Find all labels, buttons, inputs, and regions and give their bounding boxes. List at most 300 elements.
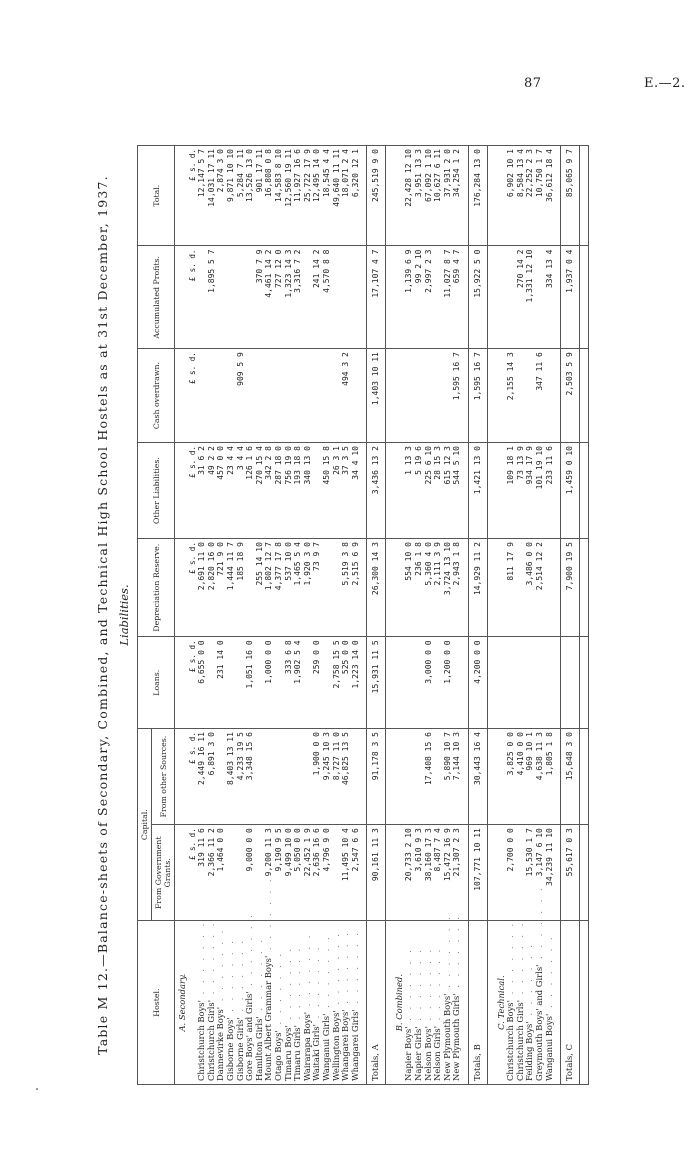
- value-cell-loans: [525, 637, 535, 729]
- value-cell-total: 12,560 19 11: [284, 146, 294, 247]
- value-cell-total: 49,640 11 11: [332, 146, 342, 247]
- value-cell-dep: 2,515 6 9: [351, 539, 361, 637]
- value-cell-acc: 4,570 8 8: [322, 246, 332, 349]
- table-bottom-rule: [586, 146, 589, 1085]
- empty-cell: [494, 539, 507, 637]
- header-other-liabilities: Other Liabilities.: [138, 443, 175, 539]
- empty-cell: [586, 637, 589, 729]
- empty-cell: [586, 146, 589, 247]
- value-cell-gov: 15,530 1 7: [525, 825, 535, 921]
- value-cell-acc: 2,997 2 3: [424, 246, 434, 349]
- totals-row: [561, 146, 580, 1085]
- leader-dots: . . . . . . .: [196, 920, 207, 1001]
- value-cell-cash: [351, 349, 361, 443]
- value-cell-other: 17,408 15 6: [424, 729, 434, 825]
- value-cell-dep: 2,691 11 0: [197, 539, 207, 637]
- value-cell-acc: 270 14 2: [516, 246, 526, 349]
- value-cell-oth_liab: 3 4 4: [236, 443, 246, 539]
- value-cell-oth_liab: 126 1 6: [245, 443, 255, 539]
- value-cell-gov: 1,464 0 0: [216, 825, 226, 921]
- value-cell-other: [303, 729, 313, 825]
- total-cell-acc: 1,937 0 4: [561, 246, 580, 349]
- value-cell-cash: [545, 349, 555, 443]
- hostel-name-text: Gisborne Girls': [234, 1017, 245, 1081]
- value-cell-oth_liab: 340 13 0: [303, 443, 313, 539]
- leader-dots: . . . . . . .: [244, 912, 255, 992]
- header-depreciation: Depreciation Reserve.: [138, 539, 175, 637]
- value-cell-oth_liab: 37 3 5: [341, 443, 351, 539]
- total-cell-total: 245,519 9 0: [367, 146, 386, 247]
- value-cell-gov: 9,000 0 0: [245, 825, 255, 921]
- value-cell-gov: 2,700 0 0: [506, 825, 516, 921]
- empty-cell: [586, 729, 589, 825]
- value-cell-acc: 1,139 6 9: [404, 246, 414, 349]
- value-cell-gov: 20,733 2 10: [404, 825, 414, 921]
- hostel-name-text: Napier Girls': [413, 1026, 424, 1081]
- empty-cell: [175, 637, 188, 729]
- hostel-name-text: Wairarapa Boys': [301, 1011, 312, 1081]
- value-cell-oth_liab: 73 13 9: [516, 443, 526, 539]
- hostel-name-text: Dannevirke Boys': [215, 1006, 226, 1081]
- value-cell-gov: 8,487 7 4: [433, 825, 443, 921]
- unit-cell: £ s. d.: [188, 246, 198, 349]
- empty-cell: [586, 443, 589, 539]
- value-cell-loans: 2,758 15 5: [332, 637, 342, 729]
- section-heading: C. Technical.: [494, 921, 507, 1085]
- section-heading-row: [175, 146, 188, 1085]
- value-cell-loans: [207, 637, 217, 729]
- value-cell-cash: [332, 349, 342, 443]
- value-cell-total: 6,902 10 1: [506, 146, 516, 247]
- value-cell-loans: 1,051 16 0: [245, 637, 255, 729]
- table-row: [274, 146, 284, 1085]
- value-cell-gov: [332, 825, 342, 921]
- totals-label: Totals, B: [469, 921, 488, 1085]
- value-cell-total: 16,808 0 8: [264, 146, 274, 247]
- value-cell-gov: 2,366 11 2: [207, 825, 217, 921]
- value-cell-other: 8,727 11 0: [332, 729, 342, 825]
- value-cell-other: [351, 729, 361, 825]
- value-cell-dep: 2,820 16 0: [207, 539, 217, 637]
- leader-dots: . . . . . . .: [403, 947, 414, 1027]
- value-cell-oth_liab: 225 6 10: [424, 443, 434, 539]
- value-cell-gov: 2,636 16 6: [312, 825, 322, 921]
- value-cell-acc: 370 7 9: [255, 246, 265, 349]
- total-cell-total: 176,284 13 0: [469, 146, 488, 247]
- section-heading-row: [392, 146, 405, 1085]
- table-row: [545, 146, 555, 1085]
- hostel-name-text: Waitaki Girls': [311, 1024, 322, 1081]
- leader-dots: . . . . . . .: [282, 945, 293, 1026]
- hostel-name-text: Napier Boys': [403, 1026, 414, 1081]
- total-cell-acc: 17,107 4 7: [367, 246, 386, 349]
- value-cell-cash: [516, 349, 526, 443]
- empty-cell: [392, 637, 405, 729]
- value-cell-cash: [303, 349, 313, 443]
- value-cell-other: [293, 729, 303, 825]
- value-cell-other: 6,891 3 0: [207, 729, 217, 825]
- value-cell-dep: 73 9 7: [312, 539, 322, 637]
- value-cell-other: 3,825 0 0: [506, 729, 516, 825]
- header-total: Total.: [138, 146, 175, 247]
- value-cell-loans: 1,902 5 4: [293, 637, 303, 729]
- hostel-name-text: Whangarei Boys': [340, 1009, 351, 1081]
- value-cell-oth_liab: 457 0 0: [216, 443, 226, 539]
- value-cell-other: 8,403 13 11: [226, 729, 236, 825]
- value-cell-cash: [312, 349, 322, 443]
- value-cell-cash: 909 5 9: [236, 349, 246, 443]
- value-cell-total: 22,428 12 10: [404, 146, 414, 247]
- total-cell-other: 30,443 16 4: [469, 729, 488, 825]
- header-loans: Loans.: [138, 637, 175, 729]
- value-cell-other: 9,245 10 3: [322, 729, 332, 825]
- value-cell-other: 1,805 1 8: [545, 729, 555, 825]
- value-cell-gov: 4,796 9 0: [322, 825, 332, 921]
- section-heading: B. Combined.: [392, 921, 405, 1085]
- value-cell-loans: [545, 637, 555, 729]
- empty-cell: [494, 729, 507, 825]
- value-cell-cash: [207, 349, 217, 443]
- hostel-name: [545, 921, 555, 1085]
- value-cell-total: 10,627 6 11: [433, 146, 443, 247]
- value-cell-cash: [433, 349, 443, 443]
- value-cell-dep: 2,111 3 9: [433, 539, 443, 637]
- empty-cell: [175, 146, 188, 247]
- value-cell-total: 37,931 2 0: [443, 146, 453, 247]
- total-cell-dep: 26,300 14 3: [367, 539, 386, 637]
- empty-cell: [392, 246, 405, 349]
- empty-cell: [494, 443, 507, 539]
- value-cell-cash: [525, 349, 535, 443]
- value-cell-total: 10,750 1 7: [535, 146, 545, 247]
- value-cell-other: 5,890 10 7: [443, 729, 453, 825]
- value-cell-other: [216, 729, 226, 825]
- value-cell-oth_liab: 31 6 2: [197, 443, 207, 539]
- value-cell-other: [404, 729, 414, 825]
- value-cell-dep: [245, 539, 255, 637]
- hostel-name-text: Christchurch Girls': [205, 999, 216, 1081]
- rotated-table-block: [95, 145, 685, 1085]
- value-cell-loans: 333 6 8: [284, 637, 294, 729]
- unit-cell: £ s. d.: [188, 349, 198, 443]
- header-hostel: Hostel.: [138, 921, 175, 1085]
- value-cell-dep: [516, 539, 526, 637]
- value-cell-oth_liab: [312, 443, 322, 539]
- value-cell-oth_liab: 756 19 0: [284, 443, 294, 539]
- leader-dots: . . . . . . .: [263, 876, 274, 956]
- value-cell-cash: [424, 349, 434, 443]
- leader-dots: . . . . . . .: [320, 934, 331, 1014]
- value-cell-oth_liab: 49 2 2: [207, 443, 217, 539]
- value-cell-acc: 4,461 14 2: [264, 246, 274, 349]
- leader-dots: . . . . . . .: [543, 934, 554, 1014]
- value-cell-dep: 1,802 12 7: [264, 539, 274, 637]
- value-cell-oth_liab: 101 19 10: [535, 443, 545, 539]
- value-cell-other: 7,144 10 3: [452, 729, 462, 825]
- leader-dots: . . . . . . .: [534, 885, 544, 965]
- value-cell-oth_liab: 5 19 6: [414, 443, 424, 539]
- value-cell-dep: 1,465 5 4: [293, 539, 303, 637]
- value-cell-dep: [332, 539, 342, 637]
- hostel-name-text: Wellington Boys': [330, 1010, 341, 1081]
- empty-cell: [175, 729, 188, 825]
- leader-dots: . . . . . . .: [253, 937, 264, 1017]
- value-cell-loans: 259 0 0: [312, 637, 322, 729]
- value-cell-gov: 21,307 2 3: [452, 825, 462, 921]
- value-cell-cash: [255, 349, 265, 443]
- total-cell-oth_liab: 1,459 0 10: [561, 443, 580, 539]
- value-cell-oth_liab: 544 5 10: [452, 443, 462, 539]
- value-cell-total: 22,252 2 3: [525, 146, 535, 247]
- page-reference: E.—2.: [644, 76, 686, 91]
- value-cell-dep: 236 1 8: [414, 539, 424, 637]
- value-cell-total: 13,526 13 0: [245, 146, 255, 247]
- value-cell-gov: 3,147 6 10: [535, 825, 545, 921]
- value-cell-total: 9,871 10 10: [226, 146, 236, 247]
- value-cell-loans: 525 0 0: [341, 637, 351, 729]
- value-cell-other: [255, 729, 265, 825]
- hostel-name-text: Feilding Boys': [524, 1021, 535, 1081]
- unit-cell: £ s. d.: [188, 729, 198, 825]
- value-cell-dep: 3,724 13 10: [443, 539, 453, 637]
- hostel-name: [351, 921, 361, 1085]
- leader-dots: . . . . . . .: [215, 927, 226, 1007]
- leader-dots: . . . . . . .: [205, 920, 216, 1000]
- value-cell-loans: [535, 637, 545, 729]
- hostel-name-text: Hamilton Girls': [253, 1016, 264, 1081]
- value-cell-oth_liab: 615 12 3: [443, 443, 453, 539]
- value-cell-gov: 2,547 6 6: [351, 825, 361, 921]
- value-cell-other: 3,348 15 6: [245, 729, 255, 825]
- value-cell-oth_liab: 450 15 8: [322, 443, 332, 539]
- value-cell-loans: 1,000 0 0: [264, 637, 274, 729]
- value-cell-acc: 99 2 10: [414, 246, 424, 349]
- hostel-name-text: Gisborne Boys': [224, 1017, 235, 1081]
- value-cell-acc: 727 12 0: [274, 246, 284, 349]
- value-cell-oth_liab: 1 13 3: [404, 443, 414, 539]
- header-gov-grants: From Government Grants.: [152, 825, 175, 921]
- value-cell-dep: 2,943 1 8: [452, 539, 462, 637]
- leader-dots: . . . . . . .: [292, 945, 303, 1026]
- unit-cell: £ s. d.: [188, 443, 198, 539]
- value-cell-acc: [226, 246, 236, 349]
- value-cell-loans: [322, 637, 332, 729]
- totals-row: [469, 146, 488, 1085]
- value-cell-total: 6,320 12 1: [351, 146, 361, 247]
- value-cell-loans: [433, 637, 443, 729]
- leader-dots: . . . . . . .: [311, 944, 322, 1025]
- leader-dots: . . . . . . .: [330, 931, 341, 1011]
- value-cell-acc: [245, 246, 255, 349]
- value-cell-gov: 15,472 16 9: [443, 825, 453, 921]
- value-cell-other: [284, 729, 294, 825]
- total-cell-total: 85,065 9 7: [561, 146, 580, 247]
- balance-sheet-table: [137, 145, 589, 1085]
- table-row: [264, 146, 274, 1085]
- value-cell-oth_liab: 934 17 9: [525, 443, 535, 539]
- hostel-name-text: Wanganui Boys': [543, 1013, 554, 1081]
- total-cell-dep: 7,900 19 5: [561, 539, 580, 637]
- value-cell-oth_liab: 34 4 10: [351, 443, 361, 539]
- total-cell-loans: 4,200 0 0: [469, 637, 488, 729]
- value-cell-oth_liab: 28 15 3: [433, 443, 443, 539]
- value-cell-acc: [351, 246, 361, 349]
- value-cell-cash: [274, 349, 284, 443]
- empty-cell: [494, 637, 507, 729]
- value-cell-cash: [245, 349, 255, 443]
- value-cell-loans: [506, 637, 516, 729]
- value-cell-dep: 4,377 17 8: [274, 539, 284, 637]
- value-cell-gov: 9,499 10 0: [284, 825, 294, 921]
- hostel-name-text: Timaru Boys': [282, 1025, 293, 1081]
- hostel-name-text: Nelson Girls': [432, 1025, 443, 1081]
- total-cell-gov: 90,161 11 3: [367, 825, 386, 921]
- hostel-name-text: Wanganui Girls': [320, 1013, 331, 1081]
- total-cell-acc: 15,922 5 0: [469, 246, 488, 349]
- table-row: [404, 146, 414, 1085]
- section-heading: A. Secondary.: [175, 921, 188, 1085]
- value-cell-other: 969 10 1: [525, 729, 535, 825]
- value-cell-cash: [443, 349, 453, 443]
- value-cell-other: 4,410 0 0: [516, 729, 526, 825]
- value-cell-total: 2,874 3 0: [216, 146, 226, 247]
- totals-row: [367, 146, 386, 1085]
- value-cell-gov: 3,610 9 3: [414, 825, 424, 921]
- value-cell-cash: [404, 349, 414, 443]
- value-cell-acc: 659 4 7: [452, 246, 462, 349]
- total-cell-loans: [561, 637, 580, 729]
- leader-dots: . . . . . . .: [514, 920, 525, 1000]
- value-cell-dep: 554 10 0: [404, 539, 414, 637]
- empty-cell: [586, 246, 589, 349]
- value-cell-total: 18,071 2 4: [341, 146, 351, 247]
- value-cell-dep: [545, 539, 555, 637]
- value-cell-oth_liab: 270 15 4: [255, 443, 265, 539]
- value-cell-dep: 255 14 10: [255, 539, 265, 637]
- value-cell-loans: 231 14 0: [216, 637, 226, 729]
- total-cell-cash: 1,403 10 11: [367, 349, 386, 443]
- value-cell-total: 12,495 14 0: [312, 146, 322, 247]
- value-cell-acc: 1,331 12 10: [525, 246, 535, 349]
- empty-cell: [494, 246, 507, 349]
- value-cell-oth_liab: 233 11 6: [545, 443, 555, 539]
- table-row: [424, 146, 434, 1085]
- value-cell-cash: [322, 349, 332, 443]
- table-title: Table M 12.—Balance-sheets of Secondary, Combined, and Technical High School Hostels as at 31st December, 1937.: [95, 175, 110, 1055]
- hostel-name-text: Gore Boys' and Girls': [244, 991, 255, 1081]
- value-cell-cash: [197, 349, 207, 443]
- value-cell-total: 34,254 1 2: [452, 146, 462, 247]
- empty-cell: [392, 443, 405, 539]
- value-cell-total: 67,092 1 10: [424, 146, 434, 247]
- leader-dots: . . . . . . .: [524, 942, 535, 1022]
- value-cell-oth_liab: 109 18 1: [506, 443, 516, 539]
- value-cell-oth_liab: 193 18 8: [293, 443, 303, 539]
- empty-cell: [392, 349, 405, 443]
- value-cell-dep: 2,514 12 2: [535, 539, 545, 637]
- value-cell-gov: 34,239 11 10: [545, 825, 555, 921]
- value-cell-total: 5,284 7 11: [236, 146, 246, 247]
- value-cell-loans: 1,200 0 0: [443, 637, 453, 729]
- totals-label: Totals, C: [561, 921, 580, 1085]
- leader-dots: . . . . . . .: [422, 946, 433, 1027]
- empty-cell: [494, 349, 507, 443]
- hostel-name: [451, 914, 462, 1085]
- value-cell-total: 3,951 13 3: [414, 146, 424, 247]
- value-cell-acc: 334 13 4: [545, 246, 555, 349]
- leader-dots: . . . . . . .: [224, 938, 235, 1018]
- value-cell-total: 36,612 18 4: [545, 146, 555, 247]
- value-cell-cash: 347 11 6: [535, 349, 545, 443]
- value-cell-acc: [535, 246, 545, 349]
- hostel-name-text: New Plymouth Boys': [441, 993, 452, 1081]
- value-cell-acc: 1,323 14 3: [284, 246, 294, 349]
- scan-speck: [36, 1088, 38, 1090]
- leader-dots: . . . . . . .: [234, 937, 245, 1018]
- hostel-name-text: Otago Boys': [272, 1030, 283, 1081]
- value-cell-dep: 5,360 4 0: [424, 539, 434, 637]
- value-cell-cash: [284, 349, 294, 443]
- value-cell-cash: 494 3 2: [341, 349, 351, 443]
- empty-cell: [586, 825, 589, 921]
- table-body: [175, 146, 589, 1085]
- value-cell-cash: [226, 349, 236, 443]
- hostel-name-text: Mount Albert Grammar Boys': [263, 955, 274, 1081]
- hostel-name-text: Nelson Boys': [422, 1026, 433, 1081]
- empty-cell: [494, 146, 507, 247]
- value-cell-cash: [293, 349, 303, 443]
- empty-cell: [392, 146, 405, 247]
- total-cell-gov: 55,617 0 3: [561, 825, 580, 921]
- value-cell-acc: 1,895 5 7: [207, 246, 217, 349]
- value-cell-gov: 11,495 10 4: [341, 825, 351, 921]
- value-cell-other: 4,233 19 5: [236, 729, 246, 825]
- total-cell-other: 91,178 3 5: [367, 729, 386, 825]
- total-cell-cash: 2,503 5 9: [561, 349, 580, 443]
- value-cell-loans: [274, 637, 284, 729]
- unit-cell: £ s. d.: [188, 539, 198, 637]
- value-cell-acc: [332, 246, 342, 349]
- hostel-name-text: Timaru Girls': [292, 1025, 303, 1081]
- value-cell-acc: [197, 246, 207, 349]
- total-cell-oth_liab: 1,421 13 0: [469, 443, 488, 539]
- value-cell-gov: [516, 825, 526, 921]
- total-cell-gov: 107,771 10 11: [469, 825, 488, 921]
- value-cell-gov: 5,050 0 0: [293, 825, 303, 921]
- value-cell-gov: [236, 825, 246, 921]
- value-cell-total: 8,584 13 4: [516, 146, 526, 247]
- leader-dots: . . . . . . .: [432, 946, 443, 1026]
- value-cell-cash: 1,595 16 7: [452, 349, 462, 443]
- value-cell-loans: 1,223 14 0: [351, 637, 361, 729]
- unit-cell: £ s. d.: [188, 637, 198, 729]
- value-cell-cash: [414, 349, 424, 443]
- value-cell-total: 11,927 16 6: [293, 146, 303, 247]
- total-cell-dep: 14,929 11 2: [469, 539, 488, 637]
- value-cell-other: 1,900 0 0: [312, 729, 322, 825]
- totals-label: Totals, A: [367, 921, 386, 1085]
- value-cell-total: 12,147 5 7: [197, 146, 207, 247]
- empty-cell: [586, 539, 589, 637]
- value-cell-cash: [216, 349, 226, 443]
- value-cell-other: [433, 729, 443, 825]
- value-cell-loans: [303, 637, 313, 729]
- value-cell-dep: 537 10 0: [284, 539, 294, 637]
- leader-dots: . . . . . . .: [340, 930, 351, 1010]
- value-cell-gov: 9,190 9 5: [274, 825, 284, 921]
- hostel-name-text: Christchurch Girls': [514, 999, 525, 1081]
- empty-cell: [175, 246, 188, 349]
